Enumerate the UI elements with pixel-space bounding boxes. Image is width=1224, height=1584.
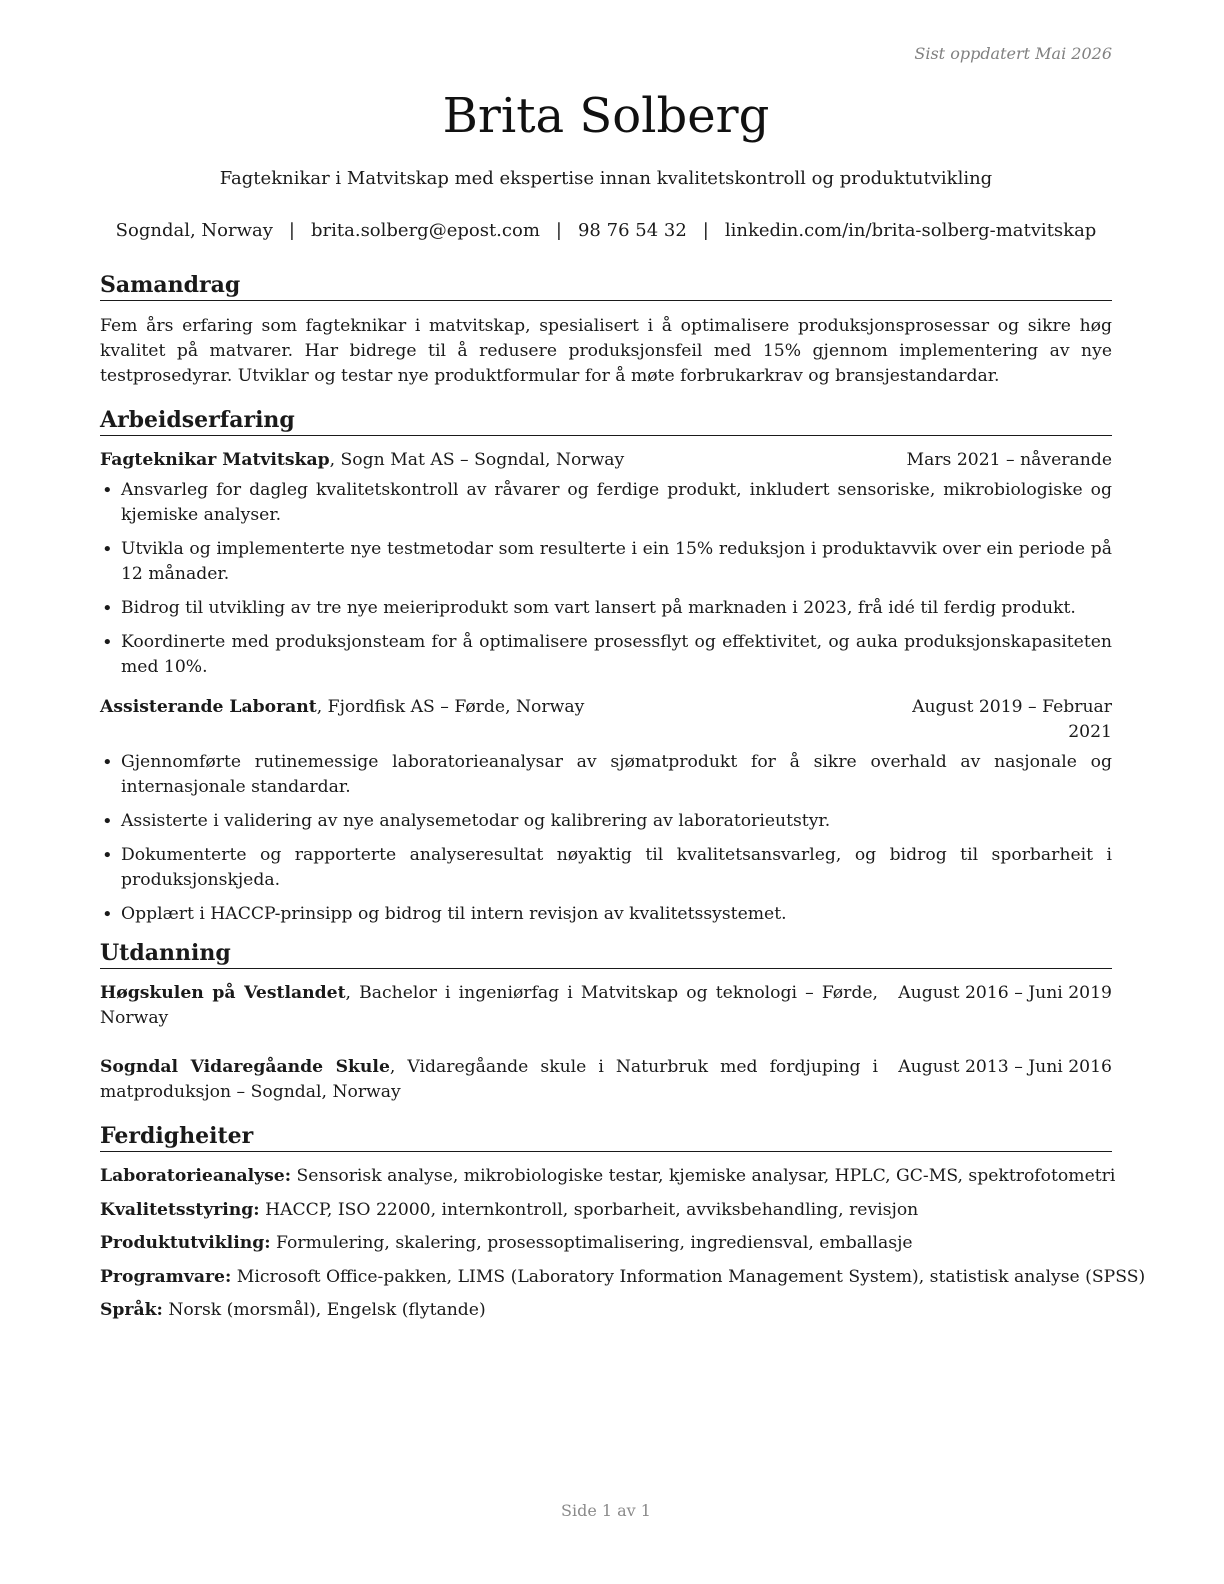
skill-value: Microsoft Office-pakken, LIMS (Laboratory Information Management System), statistisk analyse (SPSS) — [231, 1267, 1146, 1287]
education-dates: August 2013 – Juni 2016 — [898, 1057, 1112, 1077]
skill-label: Kvalitetsstyring: — [100, 1200, 260, 1220]
skill-line — [100, 1265, 1146, 1290]
job-role: Assisterande Laborant — [100, 697, 317, 717]
education-dates: August 2016 – Juni 2019 — [898, 983, 1112, 1003]
skill-value: Norsk (morsmål), Engelsk (flytande) — [162, 1300, 486, 1320]
contact-email[interactable]: brita.solberg@epost.com — [311, 220, 540, 241]
summary-text: Fem års erfaring som fagteknikar i matvitskap, spesialisert i å optimalisere produksjonsprosessar og sikre høg kvalitet på matvarer. Har bidrege til å redusere produksjonsfeil med 15% gjennom implementering av nye testprosedyrar. Utviklar og testar nye produktformular for å møte forbrukarkrav og bransjestandardar. — [100, 316, 1112, 386]
education-item — [100, 981, 1112, 1031]
contact-separator: | — [555, 220, 562, 241]
contact-separator: | — [702, 220, 709, 241]
skill-label: Programvare: — [100, 1267, 232, 1287]
education-detail: , Vidaregåande skule i Naturbruk med fordjuping i matproduksjon – Sogndal, Norway — [100, 1057, 878, 1102]
list-item: • Koordinerte med produksjonsteam for å optimalisere prosessflyt og effektivitet, og auka produksjonskapasiteten med 10%. — [100, 630, 1112, 680]
skill-line — [100, 1231, 1112, 1256]
tagline: Fagteknikar i Matvitskap med ekspertise innan kvalitetskontroll og produktutvikling — [219, 168, 993, 189]
skill-line — [100, 1164, 1116, 1189]
skill-line — [100, 1198, 1112, 1223]
skill-label: Laboratorieanalyse: — [100, 1166, 292, 1186]
list-item: • Ansvarleg for dagleg kvalitetskontroll av råvarer og ferdige produkt, inkludert sensoriske, mikrobiologiske og kjemiske analyser. — [100, 478, 1112, 528]
contact-line — [100, 219, 1112, 243]
job-company: , Fjordfisk AS – Førde, Norway — [316, 697, 585, 717]
job-header — [100, 695, 1112, 742]
last-updated: Sist oppdatert Mai 2026 — [914, 44, 1112, 63]
contact-separator: | — [288, 220, 295, 241]
list-item: • Dokumenterte og rapporterte analyseresultat nøyaktig til kvalitetsansvarleg, og bidrog til sporbarheit i produksjonskjeda. — [100, 843, 1112, 893]
skill-label: Produktutvikling: — [100, 1233, 271, 1253]
education-institution: Høgskulen på Vestlandet — [100, 983, 346, 1003]
education-institution: Sogndal Vidaregåande Skule — [100, 1057, 390, 1077]
list-item: • Bidrog til utvikling av tre nye meieriprodukt som vart lansert på marknaden i 2023, frå idé til ferdig produkt. — [100, 596, 1112, 621]
education-heading: Utdanning — [100, 939, 1112, 969]
education-item — [100, 1055, 1112, 1105]
job-bullets — [100, 478, 1112, 689]
list-item: • Assisterte i validering av nye analysemetodar og kalibrering av laboratorieutstyr. — [100, 809, 1112, 834]
job-dates: Mars 2021 – nåverande — [906, 450, 1112, 470]
contact-linkedin[interactable]: linkedin.com/in/brita-solberg-matvitskap — [724, 220, 1097, 241]
skill-line — [100, 1298, 1112, 1323]
person-name: Brita Solberg — [442, 88, 770, 144]
contact-location: Sogndal, Norway — [115, 220, 273, 241]
education-detail: , Bachelor i ingeniørfag i Matvitskap og teknologi – Førde, Norway — [100, 983, 879, 1028]
summary-heading: Samandrag — [100, 271, 1112, 301]
list-item: • Opplært i HACCP-prinsipp og bidrog til intern revisjon av kvalitetssystemet. — [100, 902, 1112, 927]
job-bullets — [100, 750, 1112, 936]
resume-page — [100, 0, 1146, 1584]
list-item: • Gjennomførte rutinemessige laboratorieanalysar av sjømatprodukt for å sikre overhald av nasjonale og internasjonale standardar. — [100, 750, 1112, 800]
skill-value: Formulering, skalering, prosessoptimalisering, ingrediensval, emballasje — [270, 1233, 913, 1253]
job-header — [100, 448, 1112, 473]
experience-heading: Arbeidserfaring — [100, 406, 1112, 436]
list-item: • Utvikla og implementerte nye testmetodar som resulterte i ein 15% reduksjon i produktavvik over ein periode på 12 månader. — [100, 537, 1112, 587]
contact-phone: 98 76 54 32 — [577, 220, 687, 241]
skills-heading: Ferdigheiter — [100, 1122, 1112, 1152]
job-role: Fagteknikar Matvitskap — [100, 450, 330, 470]
job-dates: August 2019 – Februar 2021 — [912, 697, 1112, 742]
page-number: Side 1 av 1 — [561, 1501, 651, 1520]
job-company: , Sogn Mat AS – Sogndal, Norway — [329, 450, 625, 470]
skill-label: Språk: — [100, 1300, 163, 1320]
skill-value: HACCP, ISO 22000, internkontroll, sporbarheit, avviksbehandling, revisjon — [259, 1200, 919, 1220]
skill-value: Sensorisk analyse, mikrobiologiske testar, kjemiske analysar, HPLC, GC-MS, spektrofotometri — [291, 1166, 1116, 1186]
